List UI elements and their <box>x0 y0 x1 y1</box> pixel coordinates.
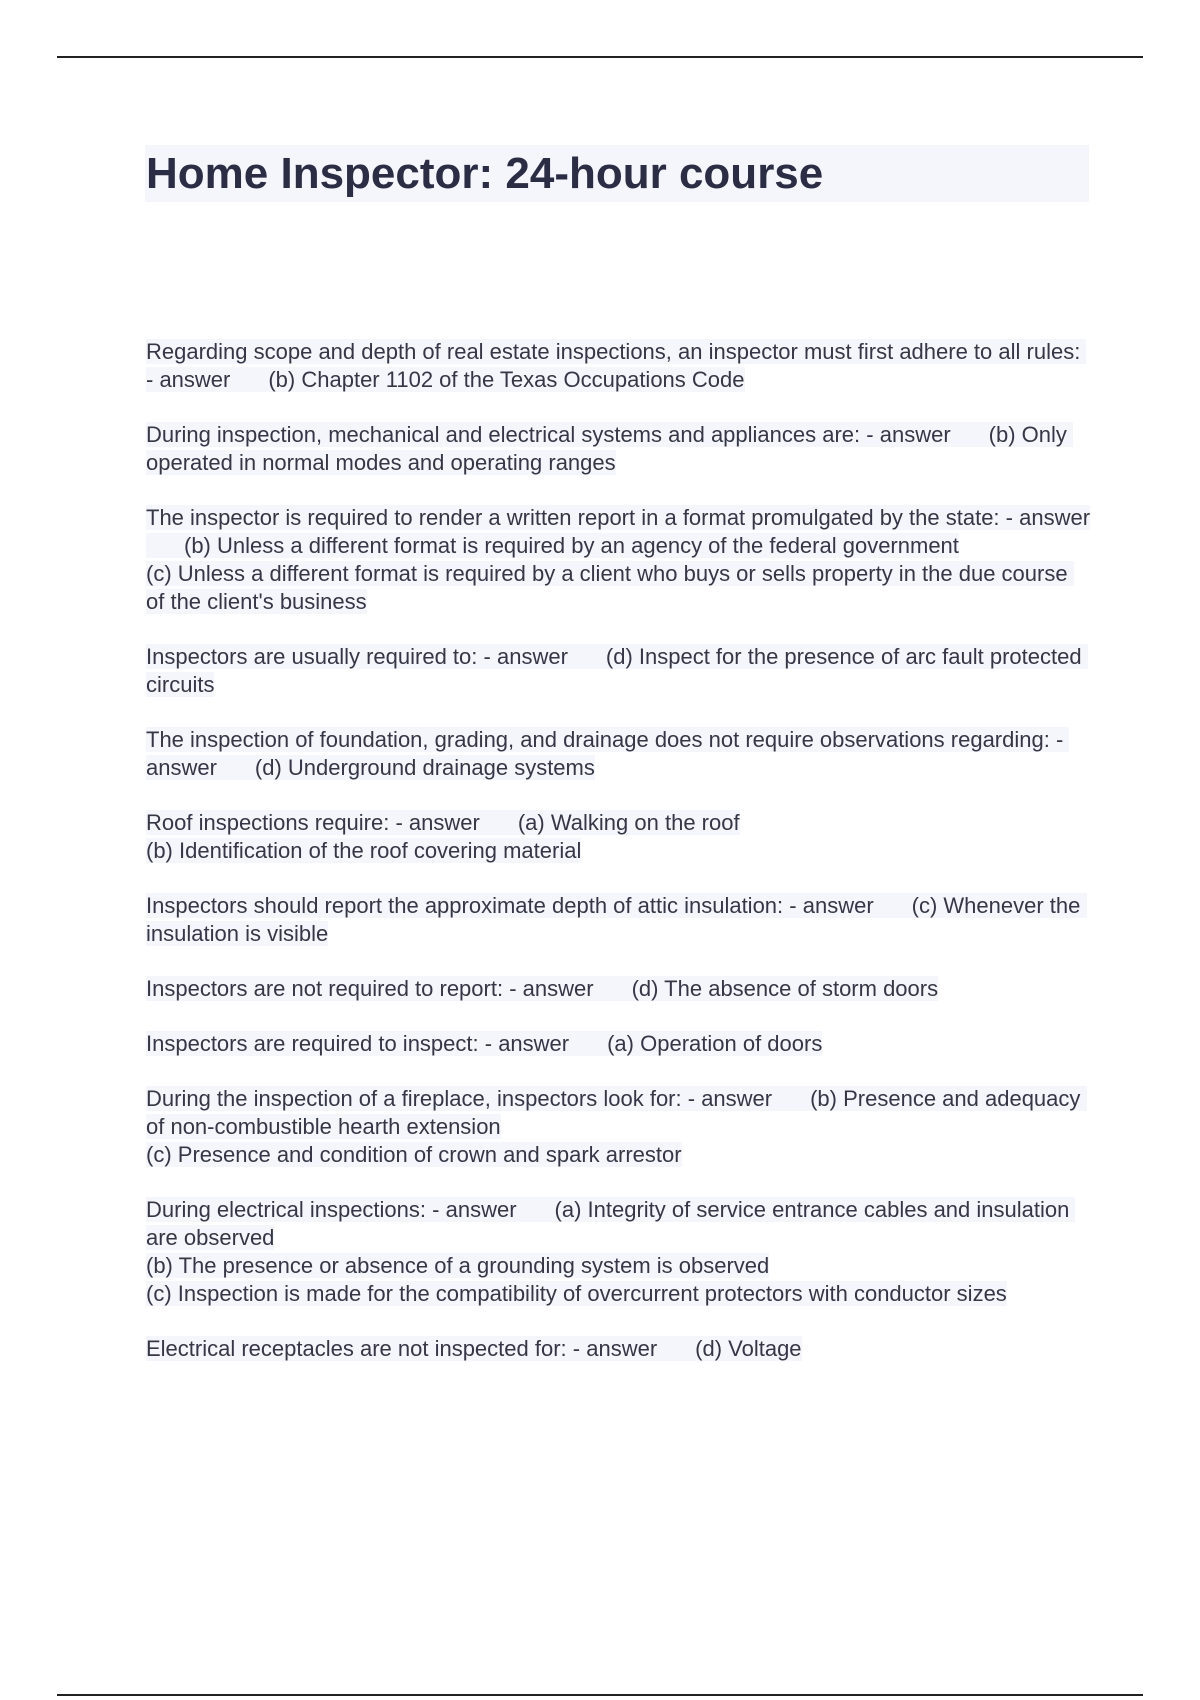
qa-list <box>146 338 1092 1390</box>
question-text: Regarding scope and depth of real estate inspections, an inspector must first adhere to all rules: <box>146 339 1081 364</box>
qa-item <box>146 1030 1092 1058</box>
answer-text: (b) The presence or absence of a grounding system is observed <box>146 1253 770 1278</box>
answer-text: (a) Integrity of service entrance cables and insulation are observed <box>146 1197 1076 1250</box>
qa-first-line <box>146 893 1087 946</box>
question-text: During the inspection of a fireplace, inspectors look for: <box>146 1086 682 1111</box>
answer-marker: - answer <box>509 976 594 1001</box>
qa-item <box>146 1085 1092 1169</box>
qa-first-line <box>146 1031 822 1056</box>
answer-line <box>146 561 1074 614</box>
answer-text: (b) Chapter 1102 of the Texas Occupations Code <box>268 367 745 392</box>
answer-line <box>146 838 581 863</box>
question-text: Inspectors are not required to report: <box>146 976 504 1001</box>
answer-text: (a) Walking on the roof <box>517 810 740 835</box>
answer-marker: - answer <box>483 644 568 669</box>
answer-marker: - answer <box>484 1031 570 1056</box>
answer-marker: - answer <box>146 727 1070 780</box>
answer-text: (a) Operation of doors <box>607 1031 823 1056</box>
qa-item <box>146 809 1092 865</box>
qa-first-line <box>146 1197 1075 1250</box>
answer-text: (b) Only operated in normal modes and operating ranges <box>146 422 1074 475</box>
answer-marker: - answer <box>1005 505 1091 530</box>
qa-first-line <box>146 810 740 835</box>
answer-text: (d) The absence of storm doors <box>631 976 939 1001</box>
answer-text: (d) Inspect for the presence of arc fault protected circuits <box>146 644 1088 697</box>
question-text: Inspectors should report the approximate depth of attic insulation: <box>146 893 784 918</box>
answer-marker: - answer <box>866 422 951 447</box>
question-text: During electrical inspections: <box>146 1197 427 1222</box>
answer-marker: - answer <box>395 810 480 835</box>
answer-text: (c) Whenever the insulation is visible <box>146 893 1087 946</box>
qa-first-line <box>146 1336 802 1361</box>
question-text: The inspection of foundation, grading, and drainage does not require observations regarding: <box>146 727 1050 752</box>
answer-marker: - answer <box>789 893 874 918</box>
answer-text: (b) Unless a different format is required by an agency of the federal government <box>184 533 959 558</box>
qa-first-line <box>146 339 1086 392</box>
answer-text: (d) Voltage <box>695 1336 802 1361</box>
answer-marker: - answer <box>432 1197 517 1222</box>
question-text: The inspector is required to render a written report in a format promulgated by the state: <box>146 505 1000 530</box>
question-text: Inspectors are required to inspect: <box>146 1031 479 1056</box>
qa-item <box>146 975 1092 1003</box>
qa-item <box>146 1335 1092 1363</box>
qa-item <box>146 1196 1092 1308</box>
qa-item <box>146 726 1092 782</box>
answer-line <box>146 1281 1007 1306</box>
qa-first-line <box>146 644 1088 697</box>
qa-item <box>146 338 1092 394</box>
answer-text: (b) Presence and adequacy of non-combustible hearth extension <box>146 1086 1087 1139</box>
answer-text: (c) Presence and condition of crown and spark arrestor <box>146 1142 682 1167</box>
qa-item <box>146 421 1092 477</box>
question-text: Electrical receptacles are not inspected for: <box>146 1336 567 1361</box>
qa-item <box>146 892 1092 948</box>
bottom-rule <box>57 1694 1143 1696</box>
qa-first-line <box>146 422 1073 475</box>
qa-first-line <box>146 1086 1087 1139</box>
answer-text: (b) Identification of the roof covering material <box>146 838 582 863</box>
answer-marker: - answer <box>572 1336 658 1361</box>
question-text: Inspectors are usually required to: <box>146 644 478 669</box>
answer-line <box>146 1253 769 1278</box>
question-text: Roof inspections require: <box>146 810 390 835</box>
answer-text: (c) Unless a different format is required by a client who buys or sells property in the due course of the client's business <box>146 561 1074 614</box>
qa-first-line <box>146 727 1069 780</box>
answer-text: (c) Inspection is made for the compatibility of overcurrent protectors with conductor sizes <box>146 1281 1007 1306</box>
answer-text: (d) Underground drainage systems <box>254 755 595 780</box>
qa-first-line <box>146 505 1090 558</box>
qa-item <box>146 504 1092 616</box>
answer-line <box>146 1142 682 1167</box>
qa-first-line <box>146 976 938 1001</box>
question-text: During inspection, mechanical and electrical systems and appliances are: <box>146 422 861 447</box>
answer-marker: - answer <box>687 1086 773 1111</box>
page-title: Home Inspector: 24-hour course <box>146 149 824 198</box>
answer-marker: - answer <box>146 367 231 392</box>
top-rule <box>57 56 1143 58</box>
qa-item <box>146 643 1092 699</box>
